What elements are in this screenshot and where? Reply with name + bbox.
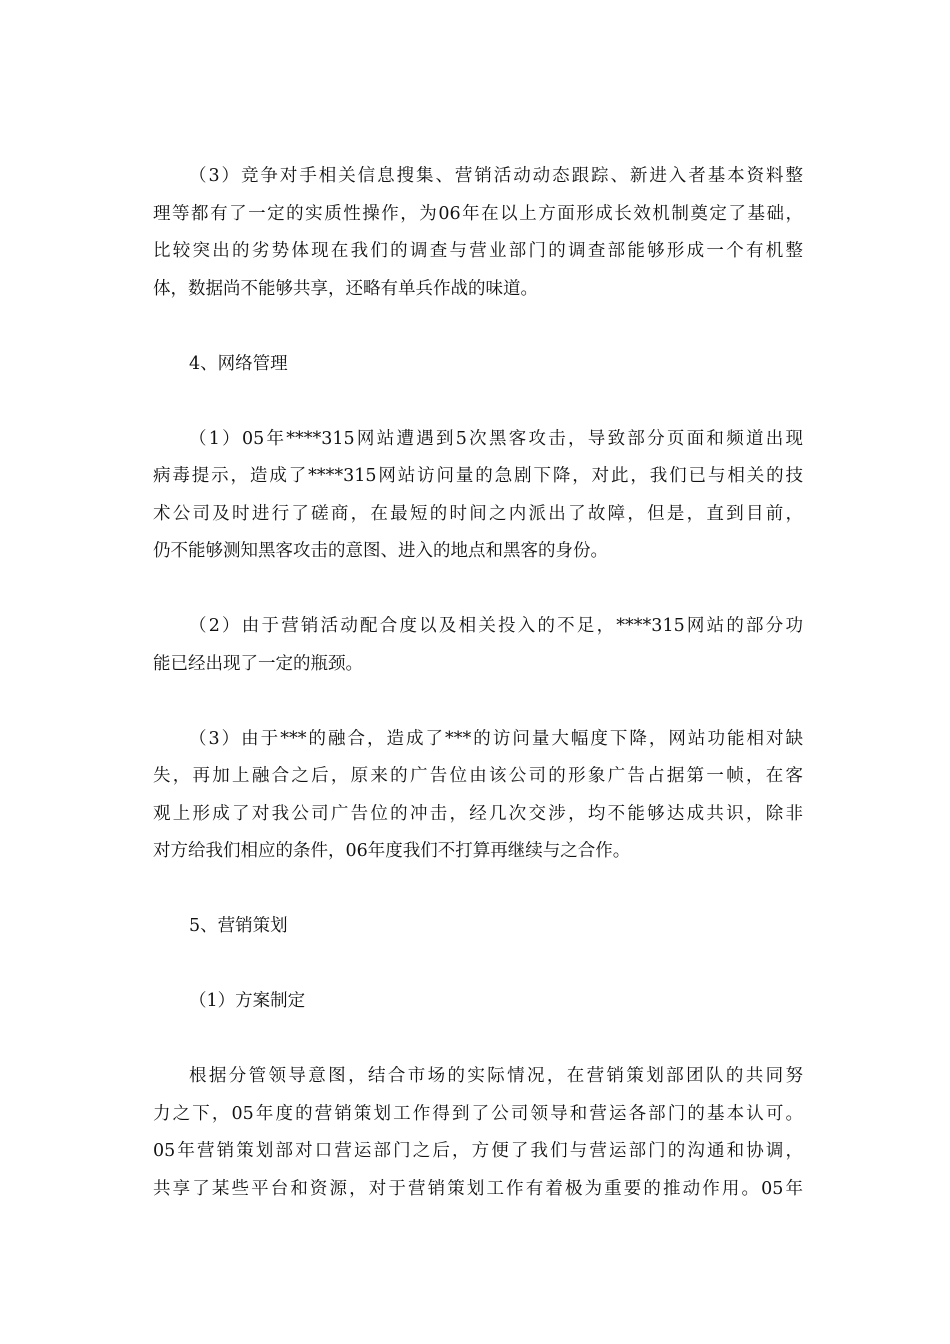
section-heading-marketing: 5、营销策划	[189, 916, 288, 936]
paragraph-line: 对方给我们相应的条件，06年度我们不打算再继续与之合作。	[153, 841, 631, 861]
paragraph-line: （3）由于***的融合，造成了***的访问量大幅度下降，网站功能相对缺	[189, 728, 803, 749]
paragraph-spacer	[153, 871, 803, 909]
paragraph-spacer	[153, 308, 803, 346]
paragraph-plan	[153, 1058, 803, 1208]
paragraph-line: 比较突出的劣势体现在我们的调查与营业部门的调查部能够形成一个有机整	[153, 241, 803, 261]
paragraph-line: 观上形成了对我公司广告位的冲击，经几次交涉，均不能够达成共识，除非	[153, 803, 803, 824]
paragraph-line: 仍不能够测知黑客攻击的意图、进入的地点和黑客的身份。	[153, 541, 608, 561]
paragraph-spacer	[153, 683, 803, 721]
subheading-plan: （1）方案制定	[189, 991, 306, 1011]
paragraph-line: 能已经出现了一定的瓶颈。	[153, 653, 363, 674]
paragraph-line: 病毒提示，造成了****315网站访问量的急剧下降，对此，我们已与相关的技	[153, 466, 803, 486]
paragraph-line: 理等都有了一定的实质性操作，为06年在以上方面形成长效机制奠定了基础，	[153, 203, 803, 224]
document-body	[153, 158, 803, 1208]
paragraph-line: 共享了某些平台和资源，对于营销策划工作有着极为重要的推动作用。05年	[153, 1178, 803, 1199]
paragraph-hacker-attacks	[153, 421, 803, 571]
section-heading-network: 4、网络管理	[189, 353, 288, 374]
paragraph-line: 力之下，05年度的营销策划工作得到了公司领导和营运各部门的基本认可。	[153, 1103, 803, 1124]
paragraph-bottleneck	[153, 608, 803, 683]
paragraph-line: （3）竞争对手相关信息搜集、营销活动动态跟踪、新进入者基本资料整	[189, 166, 803, 186]
paragraph-merger	[153, 721, 803, 871]
paragraph-line: （2）由于营销活动配合度以及相关投入的不足，****315网站的部分功	[189, 616, 803, 636]
paragraph-spacer	[153, 383, 803, 421]
paragraph-line: 失，再加上融合之后，原来的广告位由该公司的形象广告占据第一帧，在客	[153, 766, 803, 786]
paragraph-spacer	[153, 571, 803, 609]
paragraph-line: 术公司及时进行了磋商，在最短的时间之内派出了故障，但是，直到目前，	[153, 503, 803, 524]
paragraph-line: （1）05年****315网站遭遇到5次黑客攻击，导致部分页面和频道出现	[189, 428, 803, 449]
paragraph-line: 05年营销策划部对口营运部门之后，方便了我们与营运部门的沟通和协调，	[153, 1141, 803, 1161]
paragraph-line: 根据分管领导意图，结合市场的实际情况，在营销策划部团队的共同努	[189, 1066, 803, 1086]
paragraph-spacer	[153, 1021, 803, 1059]
paragraph-competitor-info	[153, 158, 803, 308]
paragraph-spacer	[153, 946, 803, 984]
paragraph-line: 体，数据尚不能够共享，还略有单兵作战的味道。	[153, 278, 538, 299]
